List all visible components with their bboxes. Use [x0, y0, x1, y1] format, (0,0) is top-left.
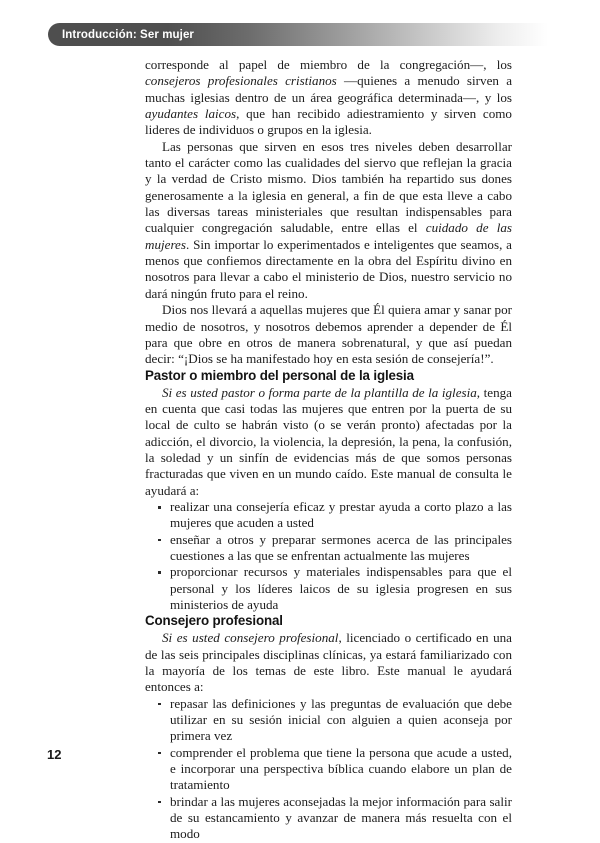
section-1-intro-rest: , tenga en cuenta que casi todas las mujeres que entren por la puerta de su local de culto se habrán visto (o se verán pronto) afectadas por la adicción, el divorcio, la violencia, la depresión, la pena, la confusión, la soledad y un sinfín de evidencias más de que somos personas fracturadas que viven en un mundo caído. Este manual de consulta le ayudará a: [145, 384, 512, 498]
list-item: proporcionar recursos y materiales indispensables para que el personal y los líderes laicos de su iglesia progresen en sus ministerios de ayuda [145, 564, 512, 613]
list-item: brindar a las mujeres aconsejadas la mejor información para salir de su estancamiento y avanzar de manera más resuelta con el modo [145, 794, 512, 843]
section-2-intro [145, 630, 512, 695]
section-1-intro-italic: Si es usted pastor o forma parte de la plantilla de la iglesia [162, 384, 477, 400]
paragraph-1-part-b: —quienes a menudo sirven a muchas iglesias dentro de un área geográfica determinada—, y los [145, 73, 513, 105]
paragraph-1-part-a: corresponde al papel de miembro de la congregación—, los [145, 57, 512, 72]
section-2-intro-rest: , licenciado o certificado en una de las seis principales disciplinas clínicas, ya estará familiarizado con la mayoría de los temas de este libro. Este manual le ayudará entonces a: [145, 630, 512, 695]
section-heading-consejero: Consejero profesional [145, 613, 283, 630]
list-item: repasar las definiciones y las preguntas de evaluación que debe utilizar en su sesión inicial con alguien a quien aconseja por primera vez [145, 696, 512, 745]
running-head-banner [48, 23, 548, 46]
paragraph-1-part-c: , que han recibido adiestramiento y sirven como lideres de individuos o grupos en la iglesia. [145, 106, 512, 138]
section-2-bullet-list [145, 696, 512, 843]
running-head-title: Introducción: Ser mujer [62, 28, 195, 41]
list-item: realizar una consejería eficaz y prestar ayuda a corto plazo a las mujeres que acuden a usted [145, 499, 512, 532]
page-number: 12 [47, 747, 62, 762]
text-column [145, 57, 512, 843]
paragraph-1-italic-1: consejeros profesionales cristianos [145, 73, 337, 89]
section-2-intro-italic: Si es usted consejero profesional [162, 630, 339, 646]
paragraph-2-part-a: Las personas que sirven en esos tres niveles deben desarrollar tanto el carácter como las cualidades del siervo que reflejan la gracia y la verdad de Cristo mismo. Dios también ha repartido sus dones generosamente a la iglesia en general, a fin de que esta lleve a cabo las diversas tareas ministeriales que resultan indispensables para cualquier congregación saludable, entre ellas el [145, 138, 512, 236]
section-1-bullet-list [145, 499, 512, 613]
paragraph-1-italic-2: ayudantes laicos [145, 106, 237, 122]
section-1-intro [145, 385, 512, 499]
paragraph-3: Dios nos llevará a aquellas mujeres que Él quiera amar y sanar por medio de nosotros, y nosotros debemos aprender a depender de Él para que obre en otros de manera sobrenatural, y que así puedan decir: “¡Dios se ha manifestado hoy en esta sesión de consejería!”. [145, 302, 512, 367]
paragraph-2 [145, 139, 512, 302]
list-item: comprender el problema que tiene la persona que acude a usted, e incorporar una perspectiva bíblica cuando elabore un plan de tratamiento [145, 745, 512, 794]
section-heading-pastor: Pastor o miembro del personal de la iglesia [145, 367, 414, 384]
list-item: enseñar a otros y preparar sermones acerca de las principales cuestiones a las que se enfrentan actualmente las mujeres [145, 532, 512, 565]
paragraph-2-italic-1: cuidado de las mujeres [145, 220, 512, 252]
paragraph-continuation [145, 57, 512, 139]
paragraph-2-part-b: . Sin importar lo experimentados e inteligentes que seamos, a menos que confiemos directamente en la obra del Espíritu divino en nosotros para llevar a cabo el ministerio de Dios, nuestro servicio no dará ningún fruto para el reino. [145, 236, 512, 301]
